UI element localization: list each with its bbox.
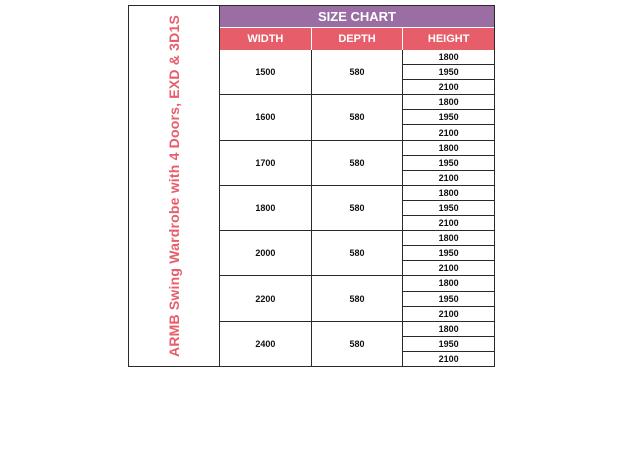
depth-cell: 580 (312, 95, 404, 139)
height-list (403, 50, 494, 94)
height-cell: 1950 (403, 155, 494, 170)
header-row (220, 28, 494, 50)
height-cell: 1800 (438, 97, 459, 108)
height-list (403, 141, 494, 185)
height-cell: 1950 (403, 64, 494, 79)
width-cell: 2400 (220, 322, 312, 366)
depth-cell: 580 (312, 186, 404, 230)
height-cell: 2100 (403, 170, 494, 185)
height-cell: 2100 (403, 260, 494, 275)
height-cell: 1800 (438, 233, 459, 244)
height-cell: 1800 (438, 52, 459, 63)
header-depth: DEPTH (311, 28, 403, 50)
header-height: HEIGHT (402, 28, 494, 50)
height-list (403, 95, 494, 139)
height-cell: 1800 (438, 142, 459, 153)
height-cell: 1950 (403, 291, 494, 306)
product-title: ARMB Swing Wardrobe with 4 Doors, EXD & 3D1S (166, 15, 182, 357)
table-row (220, 230, 494, 275)
height-cell: 1950 (403, 245, 494, 260)
height-cell: 1950 (403, 336, 494, 351)
table-row (220, 94, 494, 139)
height-list (403, 276, 494, 320)
height-cell: 1800 (438, 278, 459, 289)
height-cell: 1950 (403, 109, 494, 124)
height-cell: 2100 (403, 306, 494, 321)
table-row (220, 50, 494, 94)
depth-cell: 580 (312, 231, 404, 275)
height-cell: 2100 (403, 215, 494, 230)
height-cell: 1950 (403, 200, 494, 215)
depth-cell: 580 (312, 276, 404, 320)
chart-title: SIZE CHART (220, 6, 494, 28)
table-row (220, 140, 494, 185)
table-body (220, 50, 494, 366)
side-title-cell (129, 6, 220, 366)
width-cell: 1600 (220, 95, 312, 139)
width-cell: 1800 (220, 186, 312, 230)
header-width: WIDTH (247, 33, 284, 45)
depth-cell: 580 (312, 141, 404, 185)
width-cell: 1500 (220, 50, 312, 94)
depth-cell: 580 (312, 322, 404, 366)
table-row (220, 275, 494, 320)
size-chart (128, 5, 495, 367)
height-cell: 1800 (438, 187, 459, 198)
height-cell: 1800 (438, 323, 459, 334)
table-row (220, 321, 494, 366)
height-list (403, 322, 494, 366)
height-cell: 2100 (403, 79, 494, 94)
height-cell: 2100 (403, 124, 494, 139)
width-cell: 2200 (220, 276, 312, 320)
width-cell: 2000 (220, 231, 312, 275)
depth-cell: 580 (312, 50, 404, 94)
width-cell: 1700 (220, 141, 312, 185)
table-row (220, 185, 494, 230)
height-cell: 2100 (403, 351, 494, 366)
height-list (403, 231, 494, 275)
size-table (220, 6, 494, 366)
height-list (403, 186, 494, 230)
